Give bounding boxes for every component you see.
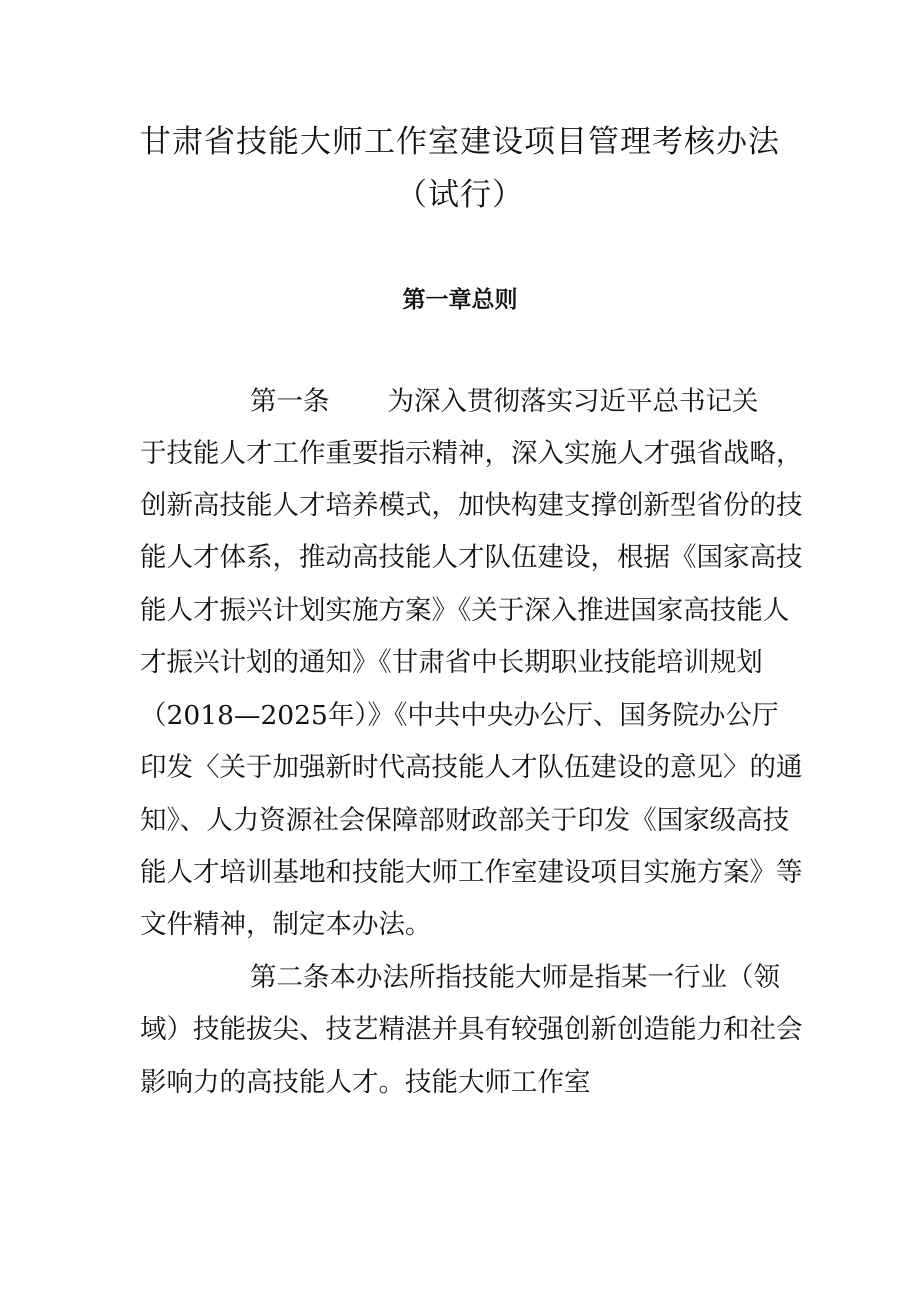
article-1-line: 才振兴计划的通知》《甘肃省中长期职业技能培训规划 (140, 647, 763, 678)
article-1-line: 于技能人才工作重要指示精神，深入实施人才强省战略， (140, 438, 803, 469)
article-2-first-line: 第二条本办法所指技能大师是指某一行业（领 (250, 962, 780, 993)
document-subtitle: （试行） (396, 177, 524, 213)
article-1-line: 知》、人力资源社会保障部财政部关于印发《国家级高技 (140, 805, 790, 836)
document-title: 甘肃省技能大师工作室建设项目管理考核办法 (140, 124, 780, 160)
article-2-line: 影响力的高技能人才。技能大师工作室 (140, 1067, 591, 1098)
article-1-line: （2018—2025年）》《中共中央办公厅、国务院办公厅 (140, 700, 779, 731)
article-1-first-line (250, 385, 759, 419)
article-1-line: 能人才培训基地和技能大师工作室建设项目实施方案》等 (140, 857, 803, 888)
article-1-line: 能人才振兴计划实施方案》《关于深入推进国家高技能人 (140, 595, 790, 626)
article-2-line: 域）技能拔尖、技艺精湛并具有较强创新创造能力和社会 (140, 1014, 803, 1045)
article-1-line: 印发〈关于加强新时代高技能人才队伍建设的意见〉的通 (140, 752, 803, 783)
article-1-label: 第一条 (250, 386, 330, 417)
article-1-line: 创新高技能人才培养模式，加快构建支撑创新型省份的技 (140, 490, 803, 521)
article-1-line: 能人才体系，推动高技能人才队伍建设，根据《国家高技 (140, 542, 803, 573)
article-1-first-text: 为深入贯彻落实习近平总书记关 (387, 386, 759, 417)
chapter-heading: 第一章总则 (402, 286, 518, 313)
article-1-line: 文件精神，制定本办法。 (140, 909, 432, 940)
